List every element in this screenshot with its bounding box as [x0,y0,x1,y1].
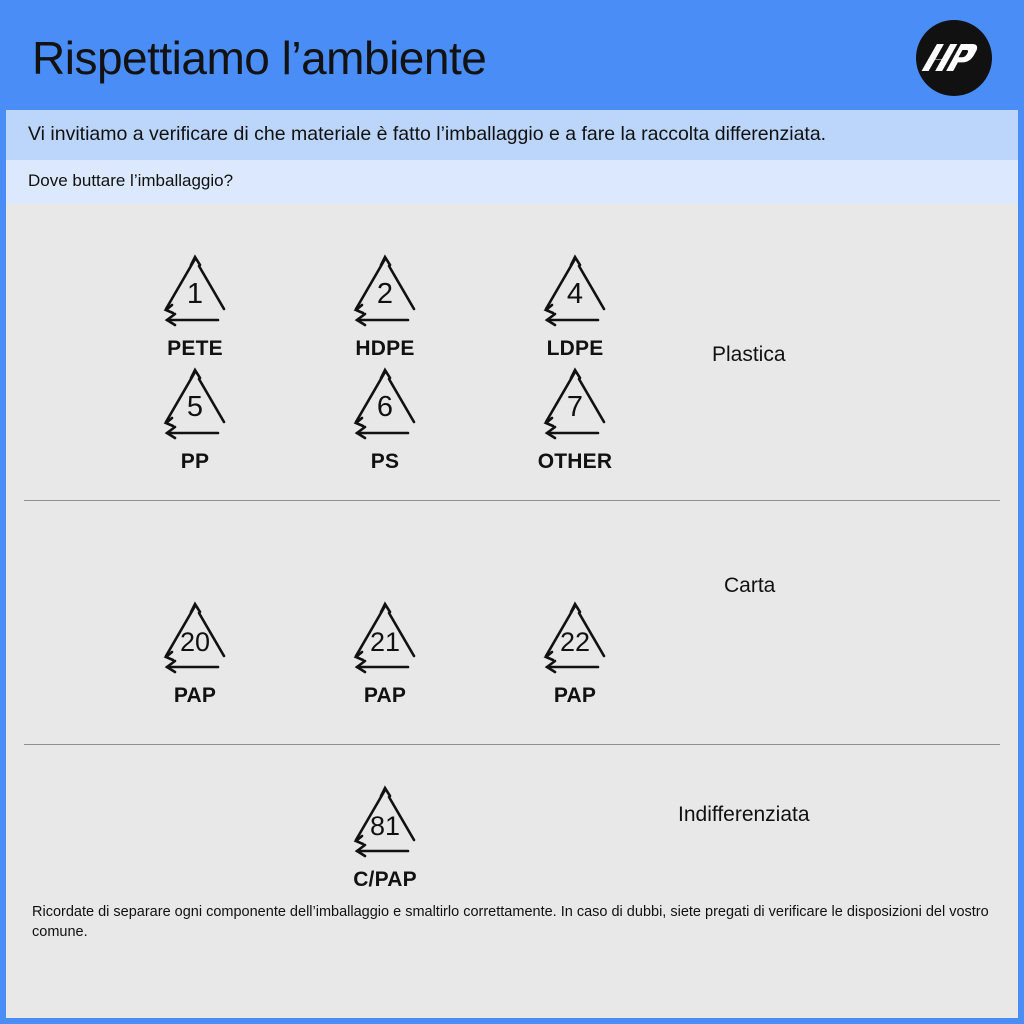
symbol-other [480,361,670,474]
group-indifferenziata [6,745,1018,898]
recycle-triangle-icon [326,595,444,681]
symbols-area [6,204,1018,956]
symbol-pete [100,248,290,361]
recycle-triangle-icon [516,595,634,681]
intro-band [6,110,1018,160]
symbol-label: PAP [363,684,407,708]
symbol-pap-22 [480,595,670,708]
symbol-row [100,248,670,361]
symbol-label: PAP [553,684,597,708]
recycle-triangle-icon [136,595,254,681]
symbol-number: 4 [566,278,584,311]
symbol-pap-20 [100,595,290,708]
symbol-label: OTHER [537,450,613,474]
symbol-hdpe [290,248,480,361]
symbol-label: PS [370,450,400,474]
symbol-number: 81 [369,811,401,842]
symbol-number: 6 [376,391,394,424]
symbol-pap-21 [290,595,480,708]
question-band [6,160,1018,204]
symbol-number: 22 [559,627,591,658]
symbol-number: 7 [566,391,584,424]
symbol-ps [290,361,480,474]
recycle-triangle-icon [136,361,254,447]
symbol-cpap-81 [290,779,480,892]
symbol-label: HDPE [355,337,415,361]
hp-logo-icon [916,20,992,96]
recycle-triangle-icon [326,779,444,865]
symbol-number: 21 [369,627,401,658]
symbol-row [290,779,480,892]
page-title: Rispettiamo l’ambiente [32,32,487,84]
symbol-number: 1 [186,278,204,311]
symbol-row [100,595,670,708]
symbol-label: PAP [173,684,217,708]
recycle-triangle-icon [136,248,254,334]
category-label-indifferenziata: Indifferenziata [678,803,810,827]
symbol-number: 5 [186,391,204,424]
recycle-triangle-icon [516,248,634,334]
symbol-label: LDPE [546,337,604,361]
symbol-grid-indifferenziata [6,779,480,892]
question-text: Dove buttare l’imballaggio? [28,171,234,191]
page-header [6,6,1018,110]
symbol-ldpe [480,248,670,361]
group-carta [6,501,1018,744]
recycle-triangle-icon [516,361,634,447]
symbol-number: 20 [179,627,211,658]
intro-text: Vi invitiamo a verificare di che materiale è fatto l’imballaggio e a fare la raccolta differenziata. [28,123,827,145]
symbol-pp [100,361,290,474]
symbol-grid-carta [6,595,670,708]
symbol-label: PP [180,450,210,474]
symbol-grid-plastica [6,248,670,474]
symbol-label: PETE [167,337,223,361]
group-plastica [6,204,1018,500]
recycle-triangle-icon [326,248,444,334]
symbol-number: 2 [376,278,394,311]
symbol-row [100,361,670,474]
symbol-label: C/PAP [353,868,417,892]
footnote-text: Ricordate di separare ogni componente dell’imballaggio e smaltirlo correttamente. In caso di dubbi, siete pregati di verificare le disposizioni del vostro comune. [32,904,989,940]
category-label-plastica: Plastica [712,343,786,367]
footnote [6,891,1018,956]
category-label-carta: Carta [724,574,776,598]
recycle-triangle-icon [326,361,444,447]
